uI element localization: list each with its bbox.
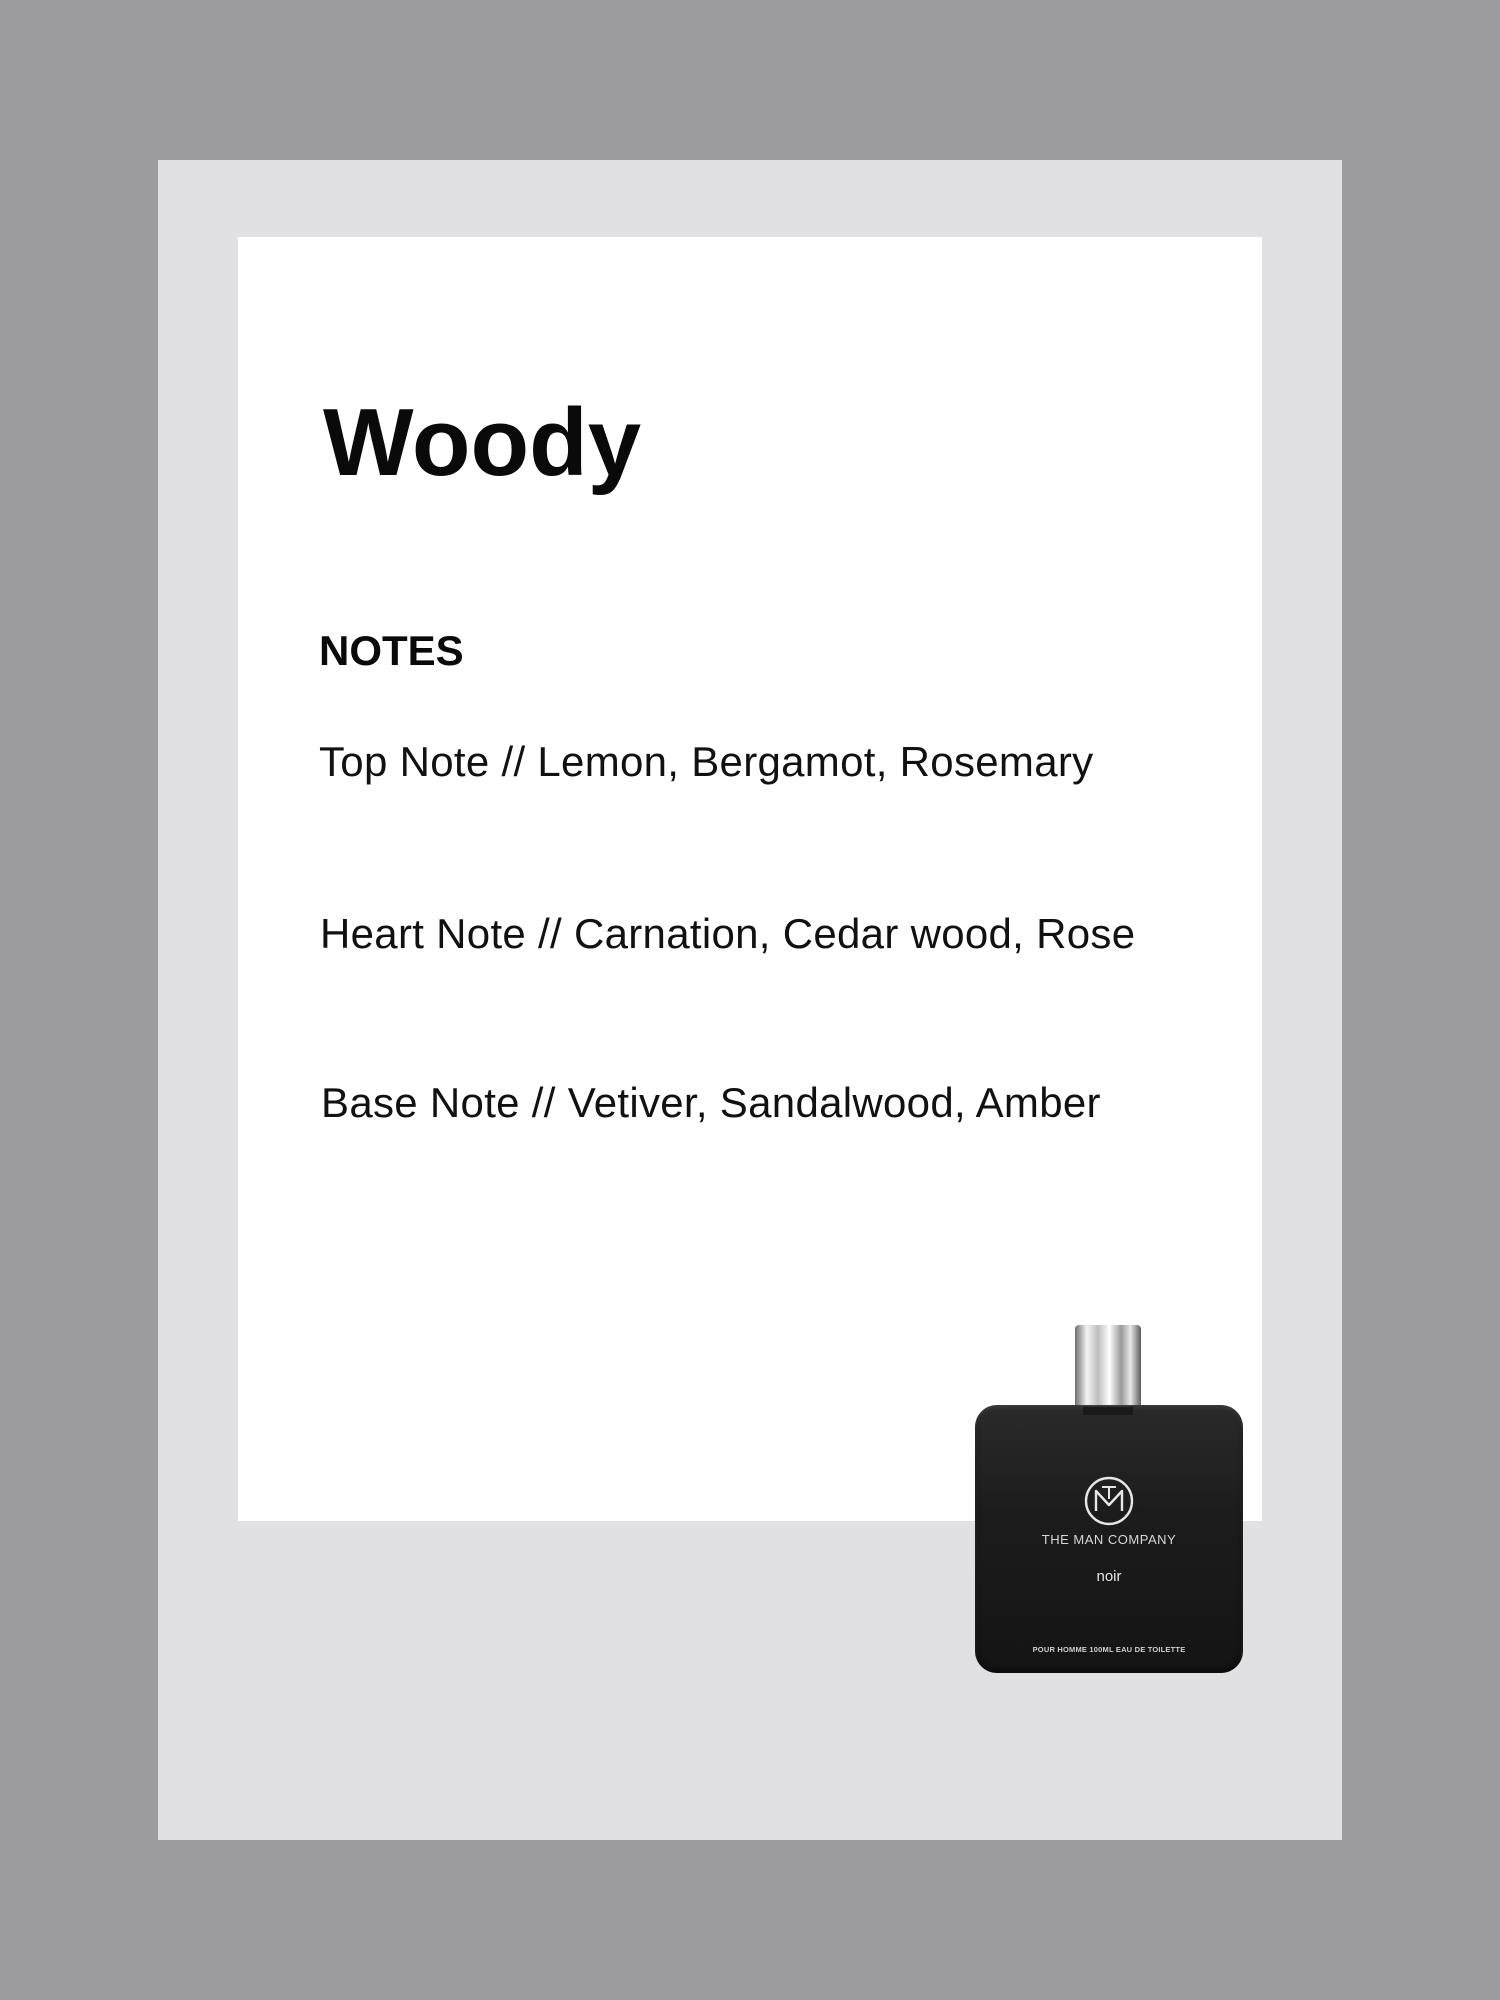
bottle-cap <box>1075 1325 1141 1409</box>
notes-heading: NOTES <box>319 627 464 674</box>
bottle-variant-label: noir <box>1096 1568 1122 1585</box>
base-note: Base Note // Vetiver, Sandalwood, Amber <box>321 1079 1101 1126</box>
heart-note: Heart Note // Carnation, Cedar wood, Rose <box>320 910 1136 957</box>
fragrance-family-title: Woody <box>323 389 642 496</box>
top-note: Top Note // Lemon, Bergamot, Rosemary <box>319 738 1094 785</box>
man-company-logo-icon <box>1083 1475 1135 1527</box>
bottle-brand-label: THE MAN COMPANY <box>1041 1532 1177 1547</box>
perfume-bottle-image <box>975 1325 1243 1673</box>
bottle-info-label: POUR HOMME 100ML EAU DE TOILETTE <box>1032 1645 1186 1654</box>
bottle-neck <box>1083 1407 1133 1415</box>
